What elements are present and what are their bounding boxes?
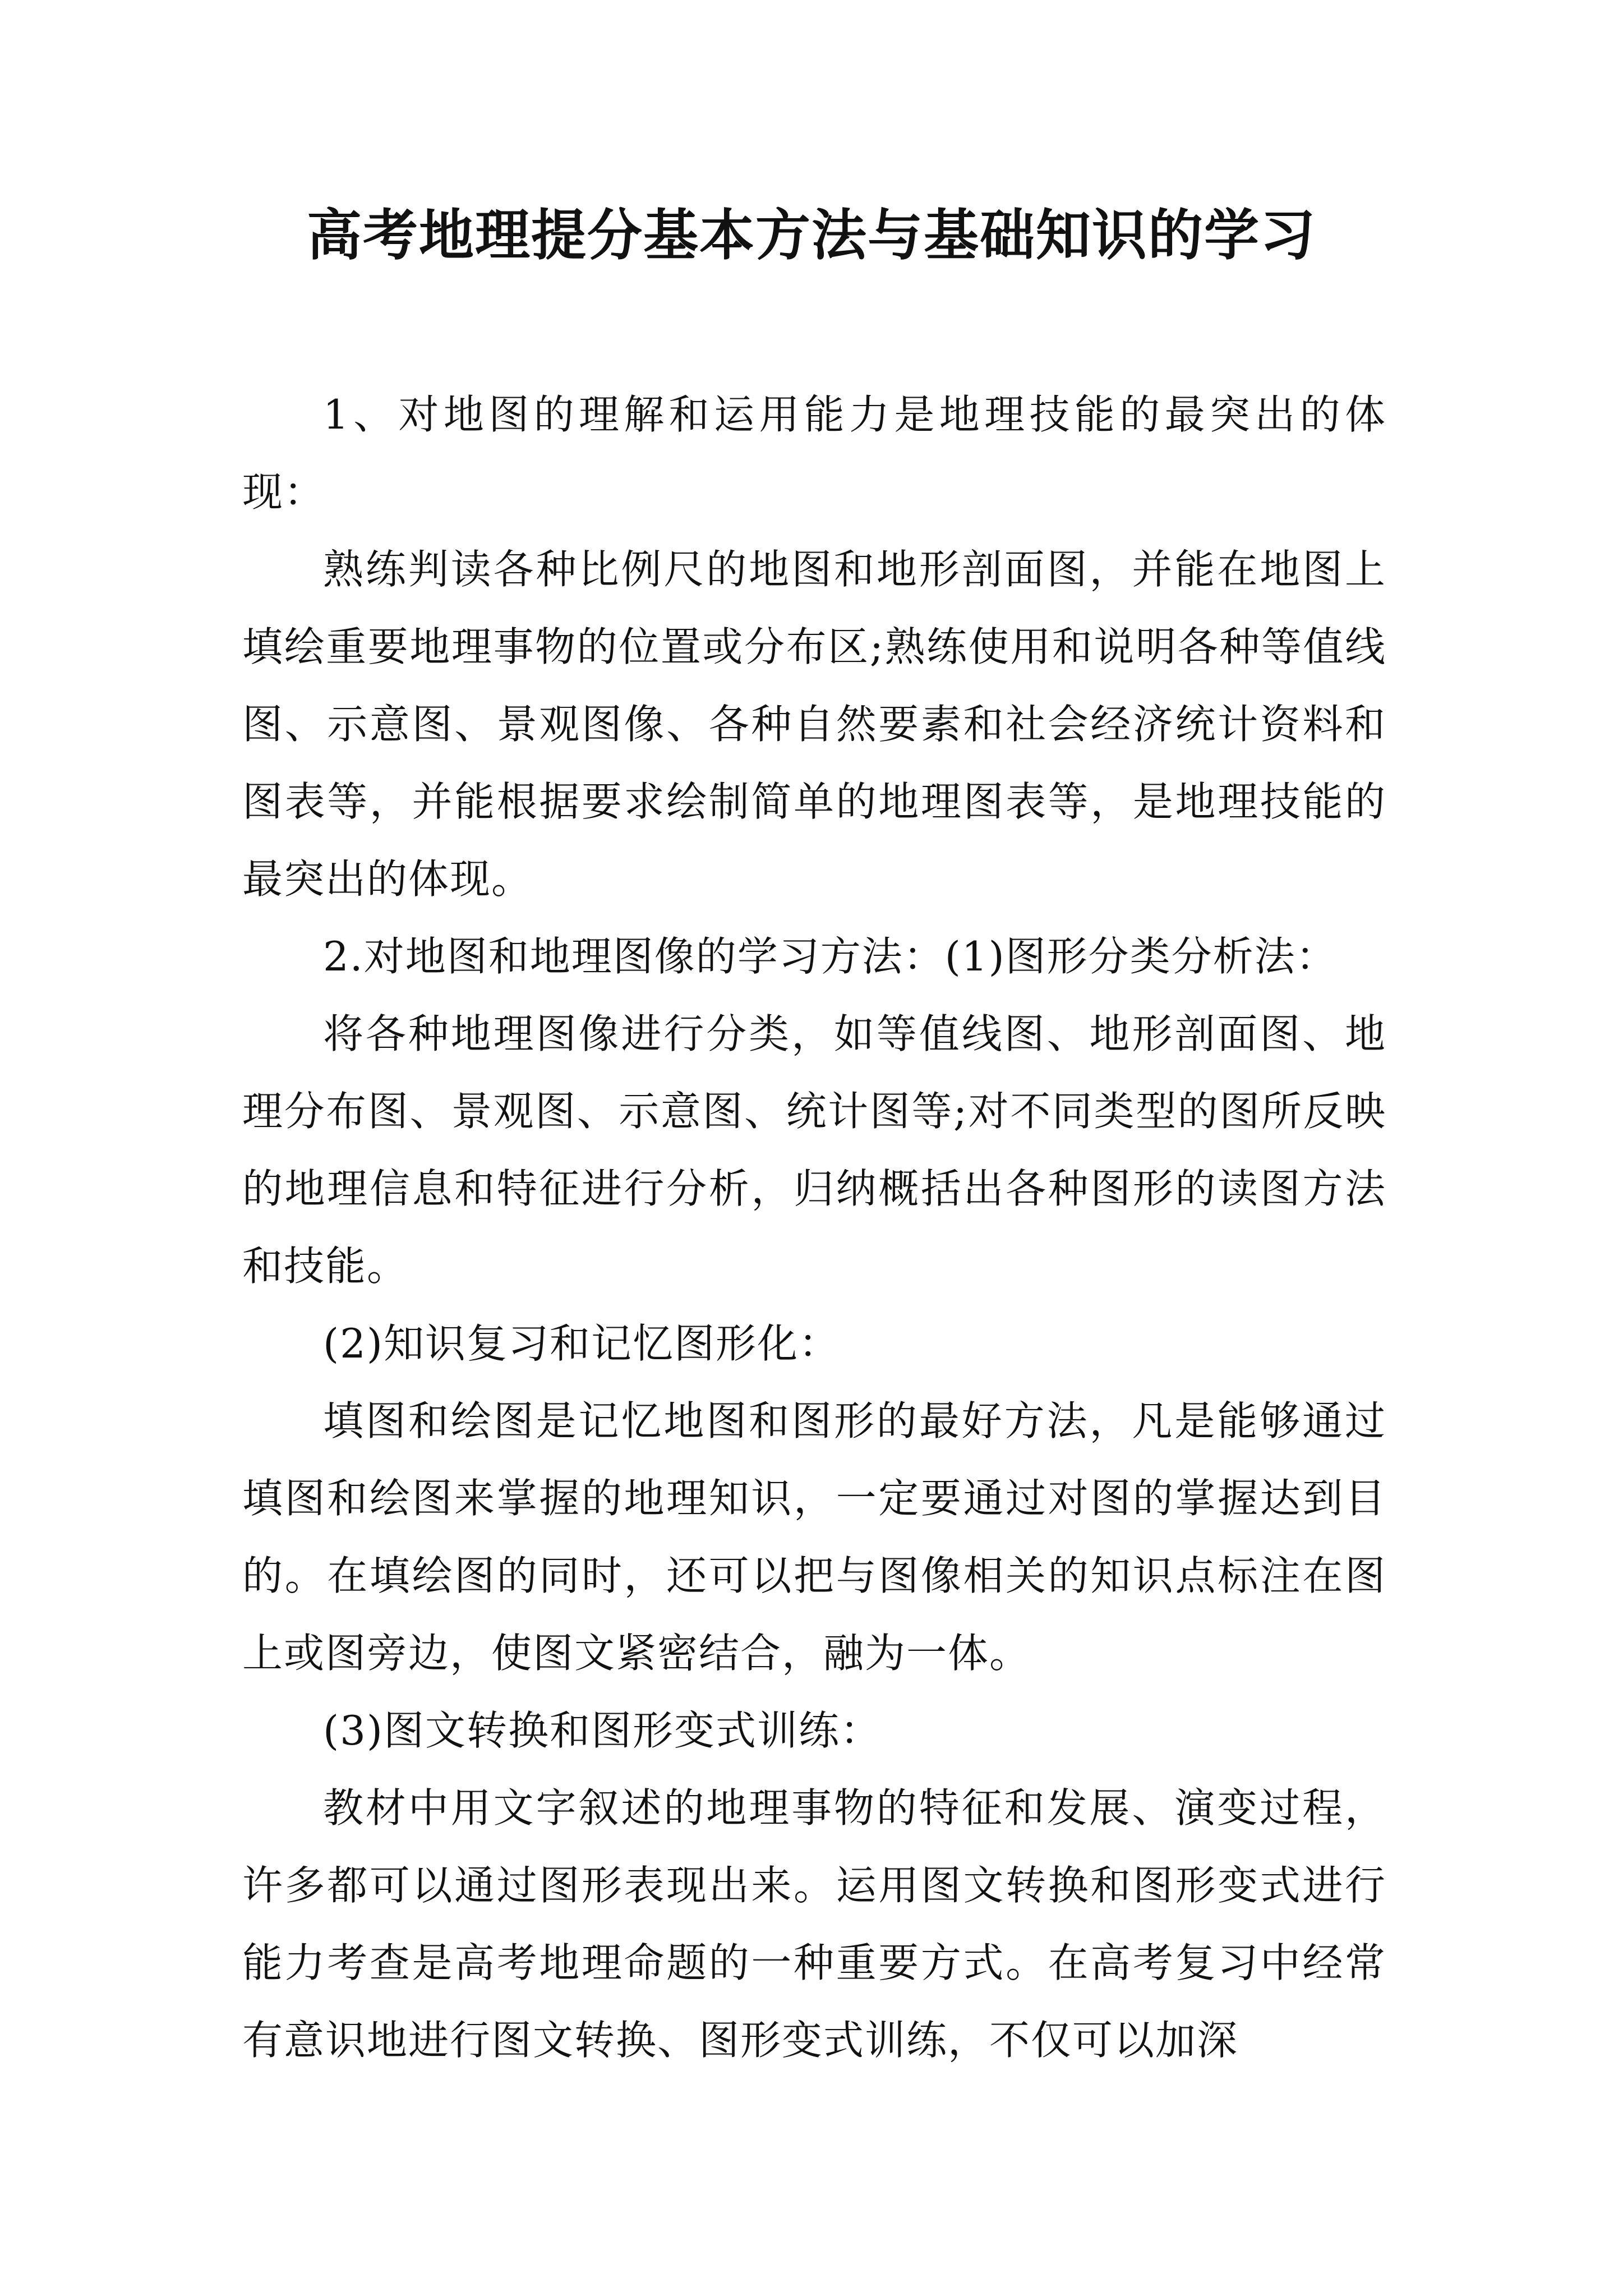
- paragraph-1: 1、对地图的理解和运用能力是地理技能的最突出的体现：: [242, 391, 1386, 516]
- paragraph-5: (2)知识复习和记忆图形化：: [323, 1320, 840, 1367]
- document-body: [242, 376, 1386, 2079]
- paragraph-6: 填图和绘图是记忆地图和图形的最好方法，凡是能够通过填图和绘图来掌握的地理知识，一定要通过对图的掌握达到目的。在填绘图的同时，还可以把与图像相关的知识点标注在图上或图旁边，使图文紧密结合，融为一体。: [242, 1397, 1386, 1677]
- paragraph-8: 教材中用文字叙述的地理事物的特征和发展、演变过程，许多都可以通过图形表现出来。运用图文转换和图形变式进行能力考查是高考地理命题的一种重要方式。在高考复习中经常有意识地进行图文转换、图形变式训练，不仅可以加深: [242, 1784, 1386, 2064]
- paragraph-3: 2.对地图和地理图像的学习方法：(1)图形分类分析法：: [323, 933, 1338, 980]
- paragraph-7: (3)图文转换和图形变式训练：: [323, 1707, 882, 1754]
- paragraph-4: 将各种地理图像进行分类，如等值线图、地形剖面图、地理分布图、景观图、示意图、统计图等;对不同类型的图所反映的地理信息和特征进行分析，归纳概括出各种图形的读图方法和技能。: [242, 1010, 1386, 1290]
- paragraph-2: 熟练判读各种比例尺的地图和地形剖面图，并能在地图上填绘重要地理事物的位置或分布区;熟练使用和说明各种等值线图、示意图、景观图像、各种自然要素和社会经济统计资料和图表等，并能根据要求绘制简单的地理图表等，是地理技能的最突出的体现。: [242, 546, 1386, 903]
- document-title: 高考地理提分基本方法与基础知识的学习: [306, 204, 1316, 268]
